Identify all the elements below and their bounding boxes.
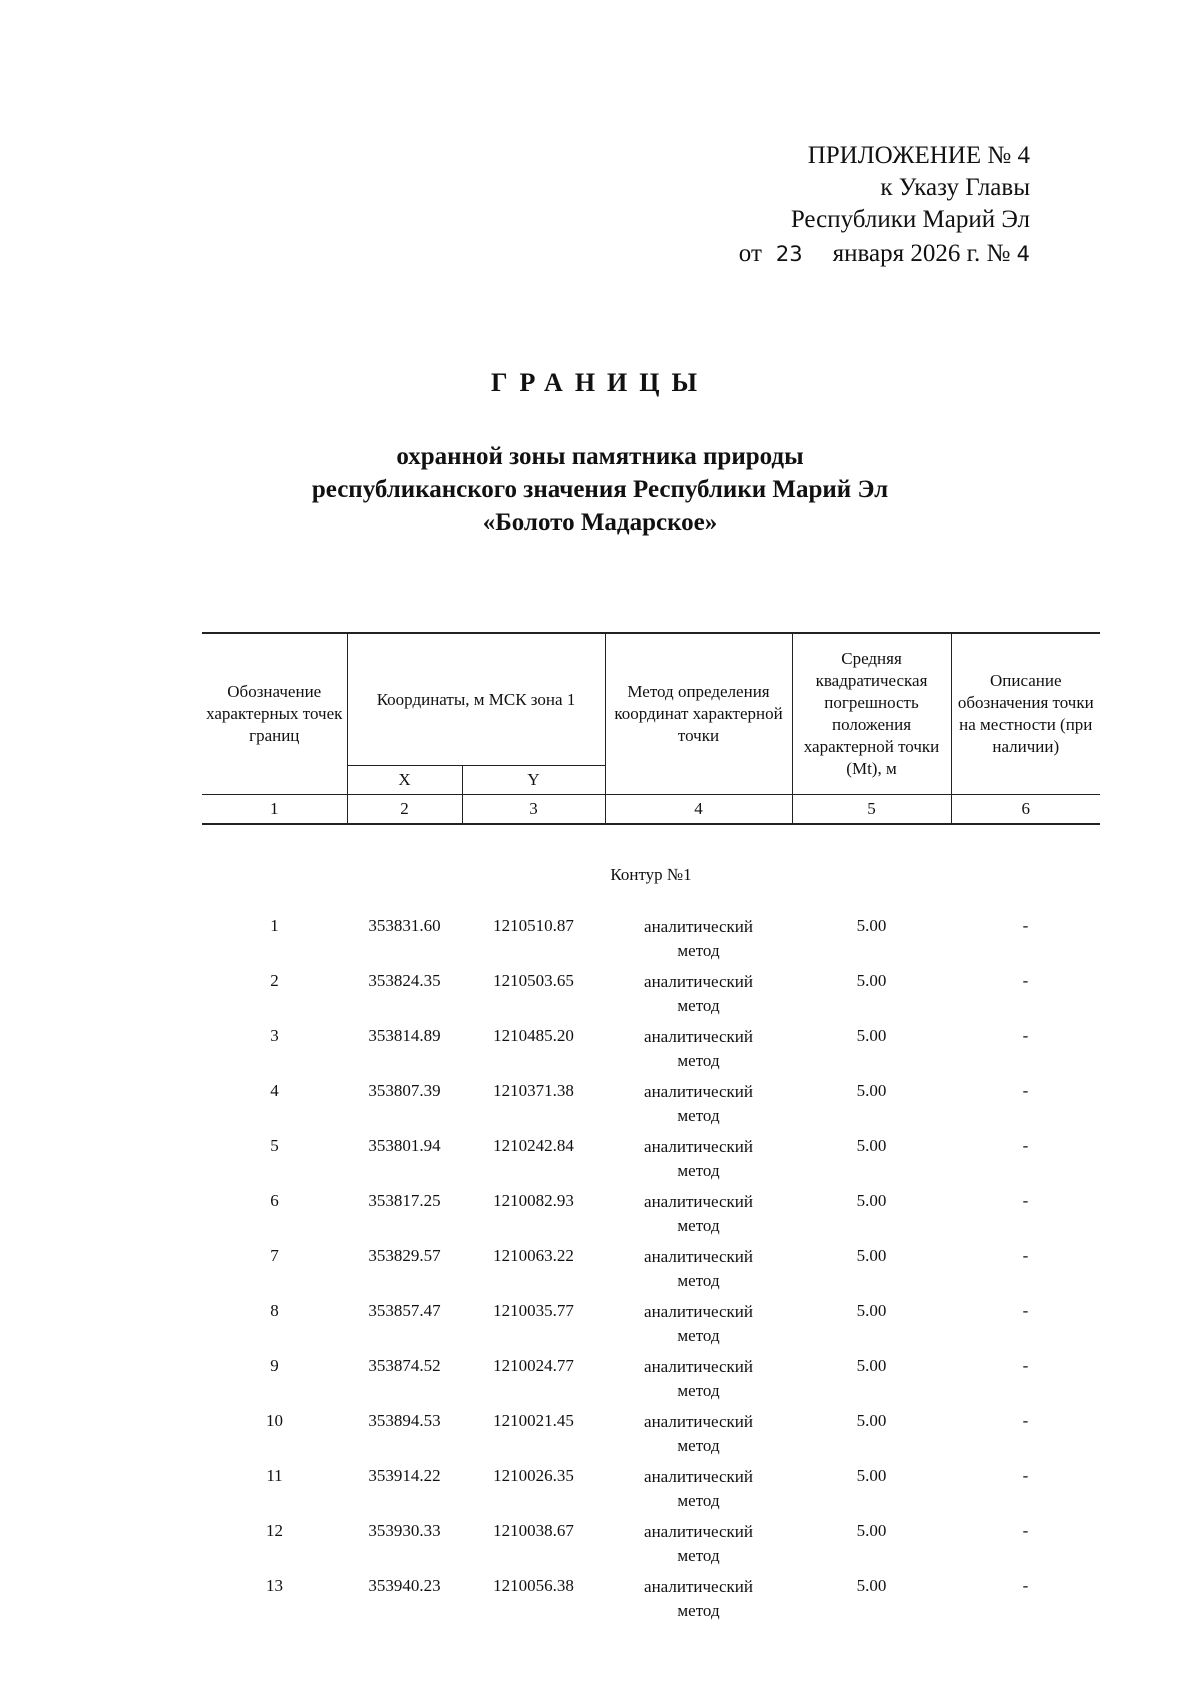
coord-y: 1210503.65 <box>493 971 574 990</box>
point-number: 5 <box>270 1136 279 1155</box>
description-value: - <box>1022 1191 1029 1210</box>
method-cell <box>605 1190 792 1245</box>
point-number: 7 <box>270 1246 279 1265</box>
column-number: 2 <box>347 795 462 825</box>
description-value: - <box>1022 1246 1029 1265</box>
header-y: Y <box>462 766 605 795</box>
method-line-1: аналитический <box>644 1192 753 1211</box>
method-cell <box>605 1355 792 1410</box>
coord-x: 353894.53 <box>368 1411 441 1430</box>
appendix-date-line <box>739 238 1030 270</box>
coord-x: 353814.89 <box>368 1026 441 1045</box>
point-number: 2 <box>270 971 279 990</box>
date-day: 23 <box>775 242 803 266</box>
method-line-1: аналитический <box>644 1412 753 1431</box>
method-line-2: метод <box>677 1436 720 1455</box>
coord-y: 1210082.93 <box>493 1191 574 1210</box>
coord-x: 353914.22 <box>368 1466 441 1485</box>
column-number: 6 <box>951 795 1100 825</box>
error-value: 5.00 <box>856 971 887 990</box>
table-row <box>202 1245 1100 1300</box>
error-value: 5.00 <box>856 916 887 935</box>
method-cell <box>605 915 792 970</box>
error-value: 5.00 <box>856 1576 887 1595</box>
method-cell <box>605 1025 792 1080</box>
point-number: 4 <box>270 1081 279 1100</box>
date-prefix: от <box>738 240 762 267</box>
coordinates-table <box>202 632 1100 1630</box>
description-value: - <box>1022 1411 1029 1430</box>
error-value: 5.00 <box>856 1356 887 1375</box>
coord-x: 353857.47 <box>368 1301 441 1320</box>
coord-y: 1210038.67 <box>493 1521 574 1540</box>
coord-y: 1210056.38 <box>493 1576 574 1595</box>
point-number: 6 <box>270 1191 279 1210</box>
method-cell <box>605 970 792 1025</box>
description-value: - <box>1022 1136 1029 1155</box>
coord-x: 353824.35 <box>368 971 441 990</box>
coord-x: 353940.23 <box>368 1576 441 1595</box>
error-value: 5.00 <box>856 1411 887 1430</box>
column-number: 5 <box>792 795 951 825</box>
description-value: - <box>1022 1081 1029 1100</box>
method-line-1: аналитический <box>644 1522 753 1541</box>
appendix-decree-ref: к Указу Главы <box>880 174 1030 201</box>
header-description: Описание обозначения точки на местности (при наличии) <box>951 633 1100 795</box>
method-line-1: аналитический <box>644 1027 753 1046</box>
coord-y: 1210035.77 <box>493 1301 574 1320</box>
point-number: 1 <box>270 916 279 935</box>
column-number: 3 <box>462 795 605 825</box>
description-value: - <box>1022 1466 1029 1485</box>
appendix-title: ПРИЛОЖЕНИЕ № 4 <box>807 142 1030 169</box>
method-cell <box>605 1300 792 1355</box>
column-number: 4 <box>605 795 792 825</box>
point-number: 3 <box>270 1026 279 1045</box>
subtitle-line-2: республиканского значения Республики Марий Эл <box>311 476 889 503</box>
column-number: 1 <box>202 795 347 825</box>
table-row <box>202 1575 1100 1630</box>
table-row <box>202 1410 1100 1465</box>
table-row <box>202 1025 1100 1080</box>
doc-number: 4 <box>1016 242 1030 266</box>
method-cell <box>605 1135 792 1190</box>
method-line-2: метод <box>677 1326 720 1345</box>
method-line-2: метод <box>677 1491 720 1510</box>
method-line-1: аналитический <box>644 1302 753 1321</box>
method-line-1: аналитический <box>644 1137 753 1156</box>
error-value: 5.00 <box>856 1136 887 1155</box>
method-line-2: метод <box>677 1216 720 1235</box>
document-title: ГРАНИЦЫ <box>490 368 710 397</box>
point-number: 10 <box>266 1411 283 1430</box>
error-value: 5.00 <box>856 1521 887 1540</box>
method-cell <box>605 1080 792 1135</box>
method-cell <box>605 1465 792 1520</box>
error-value: 5.00 <box>856 1466 887 1485</box>
table-row <box>202 1355 1100 1410</box>
header-x: X <box>347 766 462 795</box>
appendix-header <box>739 140 1030 270</box>
method-cell <box>605 1575 792 1630</box>
appendix-republic: Республики Марий Эл <box>790 206 1030 233</box>
description-value: - <box>1022 971 1029 990</box>
error-value: 5.00 <box>856 1081 887 1100</box>
coord-y: 1210510.87 <box>493 916 574 935</box>
coord-y: 1210026.35 <box>493 1466 574 1485</box>
description-value: - <box>1022 1521 1029 1540</box>
method-line-2: метод <box>677 1161 720 1180</box>
table-row <box>202 1520 1100 1575</box>
subtitle-line-1: охранной зоны памятника природы <box>396 443 804 470</box>
error-value: 5.00 <box>856 1191 887 1210</box>
coord-x: 353930.33 <box>368 1521 441 1540</box>
method-cell <box>605 1245 792 1300</box>
coord-y: 1210242.84 <box>493 1136 574 1155</box>
error-value: 5.00 <box>856 1301 887 1320</box>
method-cell <box>605 1520 792 1575</box>
table-row <box>202 1190 1100 1245</box>
description-value: - <box>1022 1576 1029 1595</box>
document-subtitle <box>0 440 1200 539</box>
method-line-1: аналитический <box>644 1357 753 1376</box>
method-cell <box>605 1410 792 1465</box>
coord-y: 1210024.77 <box>493 1356 574 1375</box>
error-value: 5.00 <box>856 1246 887 1265</box>
point-number: 11 <box>266 1466 283 1485</box>
contour-label: Контур №1 <box>610 865 692 884</box>
coord-x: 353807.39 <box>368 1081 441 1100</box>
table-row <box>202 1300 1100 1355</box>
method-line-2: метод <box>677 1601 720 1620</box>
method-line-2: метод <box>677 1546 720 1565</box>
coord-y: 1210021.45 <box>493 1411 574 1430</box>
method-line-1: аналитический <box>644 917 753 936</box>
method-line-1: аналитический <box>644 1467 753 1486</box>
header-coordinates: Координаты, м МСК зона 1 <box>347 633 605 766</box>
table-row <box>202 1080 1100 1135</box>
point-number: 13 <box>266 1576 283 1595</box>
header-error: Средняя квадратическая погрешность положения характерной точки (Mt), м <box>792 633 951 795</box>
error-value: 5.00 <box>856 1026 887 1045</box>
method-line-2: метод <box>677 996 720 1015</box>
description-value: - <box>1022 1026 1029 1045</box>
coord-x: 353829.57 <box>368 1246 441 1265</box>
header-method: Метод определения координат характерной точки <box>605 633 792 795</box>
coord-y: 1210371.38 <box>493 1081 574 1100</box>
description-value: - <box>1022 1301 1029 1320</box>
coord-y: 1210485.20 <box>493 1026 574 1045</box>
coord-x: 353831.60 <box>368 916 441 935</box>
table-row <box>202 1465 1100 1520</box>
point-number: 8 <box>270 1301 279 1320</box>
table-row <box>202 1135 1100 1190</box>
method-line-1: аналитический <box>644 1577 753 1596</box>
coord-x: 353874.52 <box>368 1356 441 1375</box>
table-row <box>202 970 1100 1025</box>
date-rest: января 2026 г. № <box>832 240 1011 267</box>
description-value: - <box>1022 916 1029 935</box>
coord-y: 1210063.22 <box>493 1246 574 1265</box>
subtitle-line-3: «Болото Мадарское» <box>482 509 718 536</box>
point-number: 9 <box>270 1356 279 1375</box>
method-line-1: аналитический <box>644 1247 753 1266</box>
method-line-2: метод <box>677 1381 720 1400</box>
method-line-2: метод <box>677 1106 720 1125</box>
method-line-2: метод <box>677 1051 720 1070</box>
point-number: 12 <box>266 1521 283 1540</box>
method-line-2: метод <box>677 1271 720 1290</box>
method-line-1: аналитический <box>644 1082 753 1101</box>
method-line-1: аналитический <box>644 972 753 991</box>
table-row <box>202 915 1100 970</box>
description-value: - <box>1022 1356 1029 1375</box>
coord-x: 353817.25 <box>368 1191 441 1210</box>
method-line-2: метод <box>677 941 720 960</box>
header-designation: Обозначение характерных точек границ <box>202 633 347 795</box>
coord-x: 353801.94 <box>368 1136 441 1155</box>
